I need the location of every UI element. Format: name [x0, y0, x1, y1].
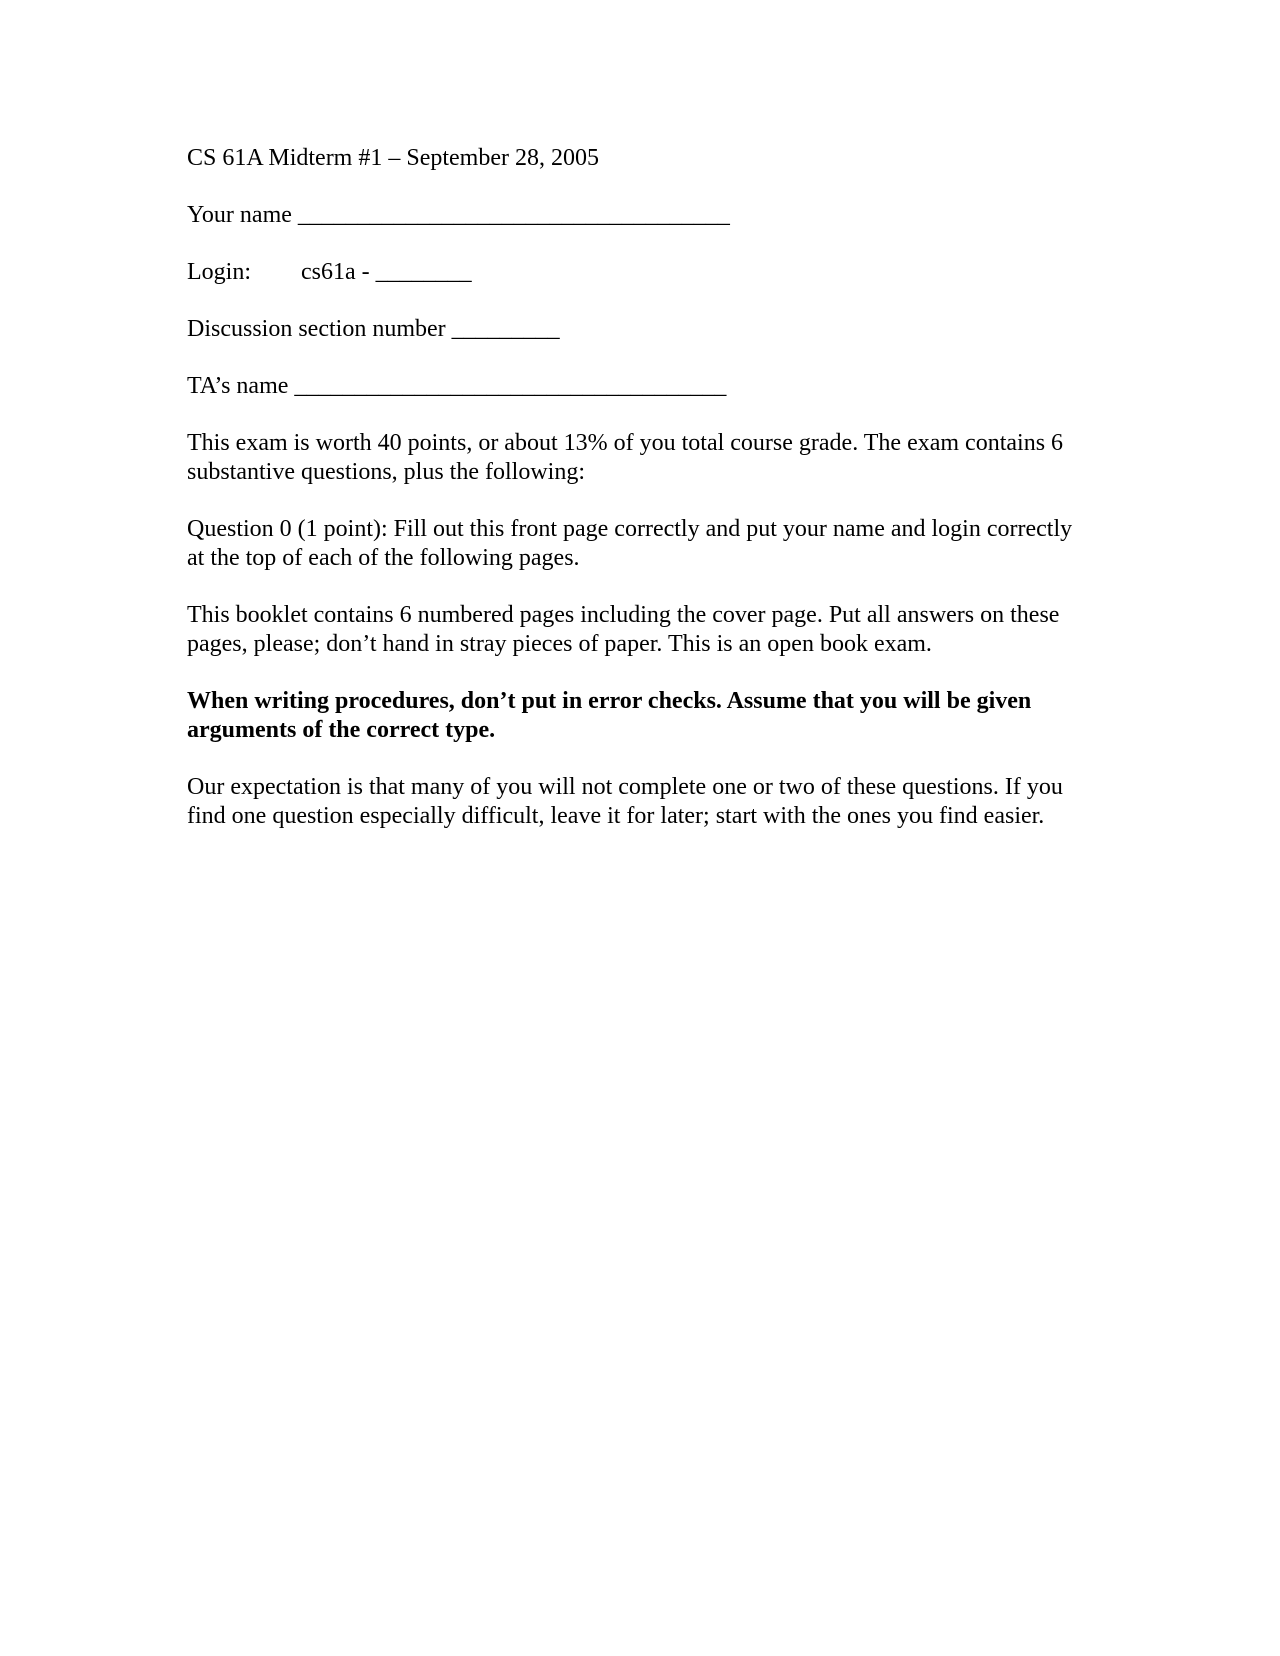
section-blank: _________ — [451, 316, 560, 342]
expectation-paragraph: Our expectation is that many of you will not complete one or two of these questions. If you find one question especially difficult, leave it for later; start with the ones you find easier. — [187, 774, 1063, 829]
login-field-row — [187, 258, 1087, 287]
page-content — [187, 144, 1087, 859]
ta-blank: ____________________________________ — [294, 373, 727, 399]
ta-field-row — [187, 372, 1087, 401]
login-label: Login: — [187, 259, 251, 285]
question-zero-paragraph: Question 0 (1 point): Fill out this front page correctly and put your name and login correctly at the top of each of the following pages. — [187, 516, 1073, 571]
name-label: Your name — [187, 202, 292, 228]
ta-label: TA’s name — [187, 373, 289, 399]
exam-title: CS 61A Midterm #1 – September 28, 2005 — [187, 145, 599, 171]
name-field-row — [187, 201, 1087, 230]
booklet-paragraph: This booklet contains 6 numbered pages including the cover page. Put all answers on these pages, please; don’t hand in stray pieces of paper. This is an open book exam. — [187, 602, 1060, 657]
section-field-row — [187, 315, 1087, 344]
procedures-note: When writing procedures, don’t put in error checks. Assume that you will be given arguments of the correct type. — [187, 688, 1032, 743]
login-prefix: cs61a - — [301, 259, 370, 285]
name-blank: ____________________________________ — [297, 202, 730, 228]
login-blank: ________ — [375, 259, 472, 285]
exam-worth-paragraph: This exam is worth 40 points, or about 13% of you total course grade. The exam contains 6 substantive questions, plus the following: — [187, 430, 1064, 485]
section-label: Discussion section number — [187, 316, 446, 342]
